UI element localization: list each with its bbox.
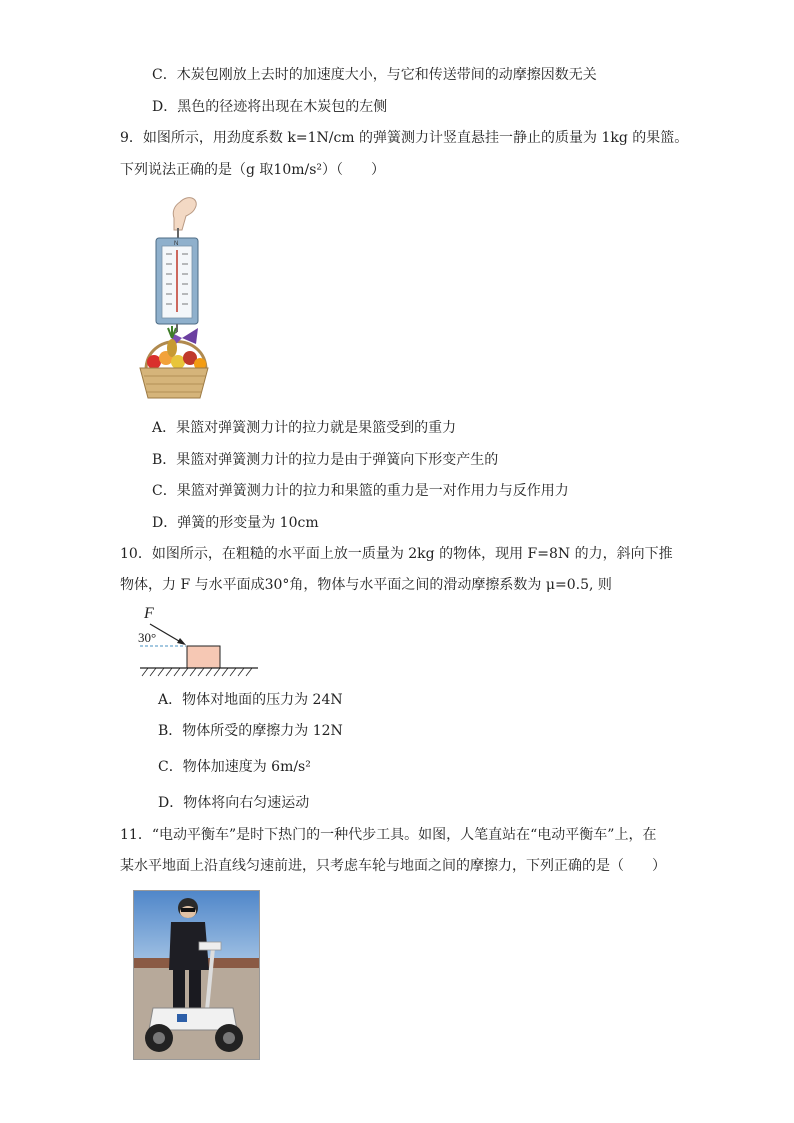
q9-option-a: A．果篮对弹簧测力计的拉力就是果篮受到的重力: [152, 420, 457, 436]
q11-photo-balance-scooter: [133, 890, 260, 1060]
q11-stem-line2: 某水平地面上沿直线匀速前进，只考虑车轮与地面之间的摩擦力，下列正确的是（ ）: [120, 858, 666, 874]
q9-option-d: D．弹簧的形变量为 10cm: [152, 515, 319, 531]
q10-stem-line2: 物体，力 F 与水平面成30°角，物体与水平面之间的滑动摩擦系数为 μ=0.5, 则: [120, 577, 612, 593]
prev-option-d: D．黑色的径迹将出现在木炭包的左侧: [152, 99, 388, 115]
q9-option-c: C．果篮对弹簧测力计的拉力和果篮的重力是一对作用力与反作用力: [152, 483, 569, 499]
q9-option-b: B．果篮对弹簧测力计的拉力是由于弹簧向下形变产生的: [152, 452, 499, 468]
q9-stem-line1: 9．如图所示，用劲度系数 k=1N/cm 的弹簧测力计竖直悬挂一静止的质量为 1kg 的果篮。: [120, 130, 689, 146]
q10-stem-line1: 10．如图所示，在粗糙的水平面上放一质量为 2kg 的物体，现用 F=8N 的力，斜向下推: [120, 546, 673, 562]
q10-figure-block-force: [136, 602, 262, 682]
force-label: F: [144, 605, 154, 622]
q10-option-a: A．物体对地面的压力为 24N: [158, 692, 343, 708]
q10-option-b: B．物体所受的摩擦力为 12N: [158, 723, 343, 739]
scale-unit-label: N: [174, 241, 179, 247]
prev-option-c: C．木炭包刚放上去时的加速度大小，与它和传送带间的动摩擦因数无关: [152, 67, 597, 83]
q10-option-c: C．物体加速度为 6m/s²: [158, 759, 311, 775]
angle-label: 30°: [138, 630, 157, 645]
q10-option-d: D．物体将向右匀速运动: [158, 795, 310, 811]
q11-stem-line1: 11．“电动平衡车”是时下热门的一种代步工具。如图，人笔直站在“电动平衡车”上，在: [120, 827, 657, 843]
q9-figure-spring-scale-fruit-basket: [136, 192, 212, 404]
q9-stem-line2: 下列说法正确的是（g 取10m/s²）（ ）: [120, 162, 386, 178]
